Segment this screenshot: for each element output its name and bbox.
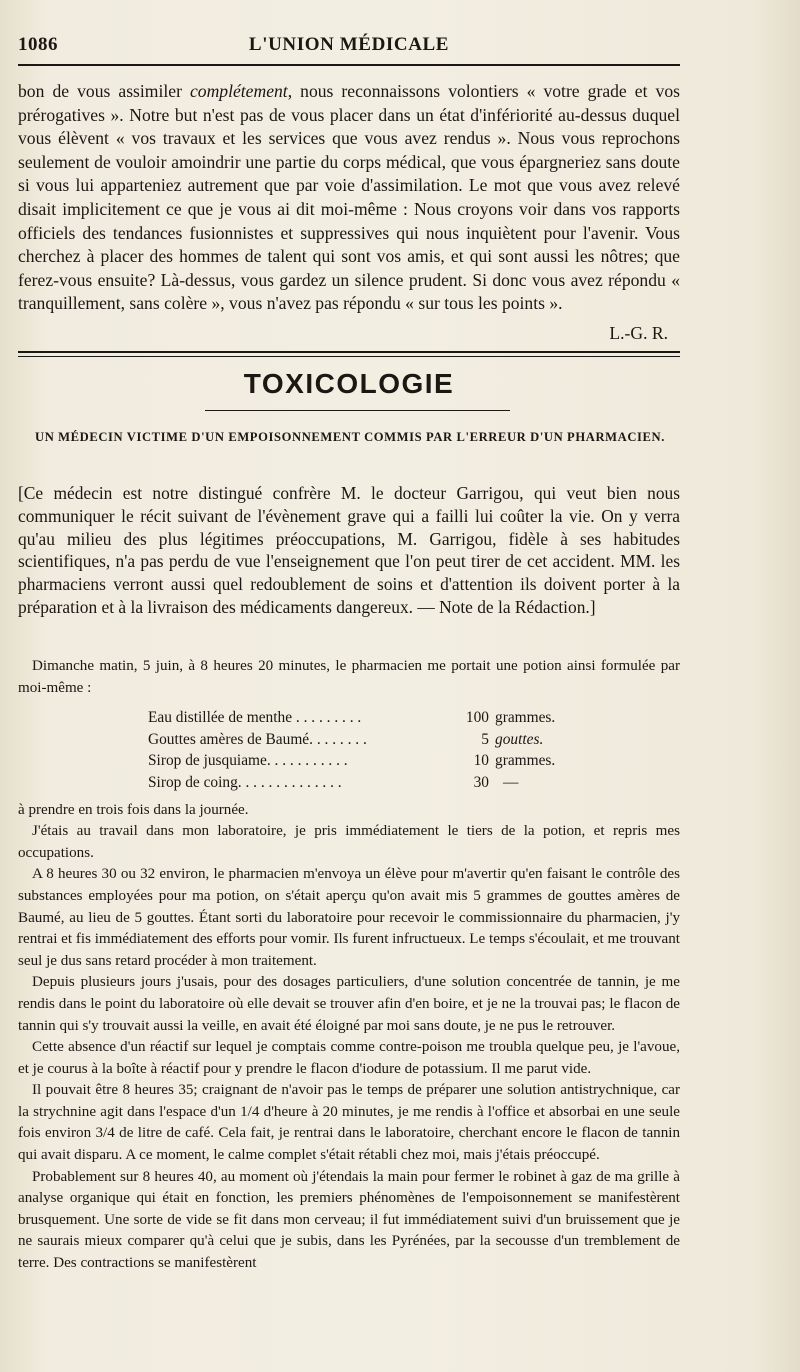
ingredient-unit: gouttes. bbox=[495, 730, 544, 748]
title-underline bbox=[205, 410, 510, 411]
section-rule-top bbox=[18, 351, 680, 353]
ingredient-quantity: 10 bbox=[473, 752, 489, 770]
prescription-row bbox=[148, 772, 680, 794]
ingredient-name: Sirop de coing. . . . . . . . . . . . . . bbox=[148, 773, 342, 791]
section-rule-top-thin bbox=[18, 356, 680, 357]
body-paragraph: A 8 heures 30 ou 32 environ, le pharmacien m'envoya un élève pour m'avertir qu'en faisant le contrôle des substances employées pour ma potion, on s'était aperçu qu'on avait mis 5 grammes de gouttes amères de Baumé, au lieu de 5 gouttes. Étant sorti du laboratoire pour recevoir le commissionnaire du pharmacien, j'y rentrai et fis immédiatement des efforts pour vomir. Ils furent infructueux. Le temps s'écoulait, et me trouvant seul je dus sans retard procéder à mon traitement. bbox=[18, 866, 680, 969]
article-subtitle: UN MÉDECIN VICTIME D'UN EMPOISONNEMENT COMMIS PAR L'ERREUR D'UN PHARMACIEN. bbox=[35, 430, 665, 444]
ingredient-name: Sirop de jusquiame. . . . . . . . . . . bbox=[148, 752, 348, 770]
prescription-row bbox=[148, 729, 680, 751]
ingredient-quantity: 5 bbox=[481, 730, 489, 748]
letter-paragraph bbox=[18, 80, 680, 316]
ingredient-unit: grammes. bbox=[495, 752, 556, 770]
ingredient-quantity: 30 bbox=[473, 773, 489, 791]
ingredient-unit: grammes. bbox=[495, 709, 556, 727]
ingredient-unit: — bbox=[503, 773, 519, 791]
ingredient-name: Gouttes amères de Baumé. . . . . . . . bbox=[148, 730, 367, 748]
body-paragraph: à prendre en trois fois dans la journée. bbox=[18, 801, 249, 818]
body-paragraph: Cette absence d'un réactif sur lequel je comptais comme contre-poison me troubla quelque peu, je l'avoue, et je courus à la boîte à réactif pour y prendre le flacon d'iodure de potassium. Il me parut vide. bbox=[18, 1039, 680, 1077]
editor-note: [Ce médecin est notre distingué confrère M. le docteur Garrigou, qui veut bien nous communiquer le récit suivant de l'évènement grave qui a failli lui coûter la vie. On y verra qu'au milieu des plus légitimes préoccupations, M. Garrigou, fidèle à ses habitudes scientifiques, n'a pas perdu de vue l'enseignement que l'on peut tirer de cet accident. MM. les pharmaciens verront aussi quel redoublement de soins et d'attention ils doivent porter à la préparation et à la livraison des médicaments dangereux. — Note de la Rédaction.] bbox=[18, 483, 680, 617]
header-rule bbox=[18, 64, 680, 66]
body-paragraph: J'étais au travail dans mon laboratoire, je pris immédiatement le tiers de la potion, et repris mes occupations. bbox=[18, 823, 680, 861]
section-title: TOXICOLOGIE bbox=[243, 368, 455, 399]
prescription-row bbox=[148, 750, 680, 772]
letter-text-rest: , nous reconnaissons volontiers « votre grade et vos prérogatives ». Notre but n'est pas de vous placer dans un état d'infériorité au-dessus duquel vous élèvent « vos travaux et les services que vous avez rendus ». Nous vous reprochons seulement de vouloir amoindrir une partie du corps médical, que vous épargneriez sans doute si vous lui apparteniez autrement que par voie d'assimilation. Le mot que vous avez relevé disait implicitement ce que je vous ai dit moi-même : Nous croyons voir dans vos rapports officiels des tendances fusionnistes et suppressives qui nous inquiètent pour l'avenir. Vous cherchez à placer des hommes de talent qui sont vos amis, et qui sont aussi les nôtres; que ferez-vous ensuite? Là-dessus, vous gardez un silence prudent. Si donc vous avez répondu « tranquillement, sans colère », vous n'avez pas répondu « sur tous les points ». bbox=[18, 81, 680, 314]
letter-italic-word: complétement bbox=[189, 81, 288, 101]
ingredient-quantity: 100 bbox=[465, 709, 489, 727]
prescription-row bbox=[148, 707, 680, 729]
ingredient-name: Eau distillée de menthe . . . . . . . . . bbox=[148, 709, 362, 727]
page-header bbox=[18, 34, 680, 60]
intro-paragraph: Dimanche matin, 5 juin, à 8 heures 20 minutes, le pharmacien me portait une potion ainsi formulée par moi-même : bbox=[18, 658, 680, 696]
journal-title: L'UNION MÉDICALE bbox=[248, 34, 450, 55]
body-paragraph: Il pouvait être 8 heures 35; craignant de n'avoir pas le temps de préparer une solution antistrychnique, car la strychnine agit dans l'espace d'un 1/4 d'heure à 20 minutes, je me rendis à l'office et absorbai en une seule fois environ 3/4 de litre de café. Cela fait, je rentrai dans le laboratoire, cherchant encore le flacon de tannin qui avait disparu. A ce moment, le calme complet s'était rétabli chez moi, mais j'étais préoccupé. bbox=[18, 1082, 680, 1164]
page-number: 1086 bbox=[18, 34, 58, 55]
prescription bbox=[148, 707, 680, 793]
article-body bbox=[18, 656, 680, 1275]
body-paragraph: Depuis plusieurs jours j'usais, pour des dosages particuliers, d'une solution concentrée de tannin, je me rendis dans le point du laboratoire où elle devait se trouver afin d'en boire, et je ne la trouvai pas; le flacon de tannin qui s'y trouvait aussi la veille, en avait été éloigné par moi sans doute, je ne pus le retrouver. bbox=[18, 974, 680, 1034]
letter-text-start: bon de vous assimiler bbox=[18, 81, 190, 101]
letter-signature: L.-G. R. bbox=[609, 323, 668, 343]
body-paragraph: Probablement sur 8 heures 40, au moment où j'étendais la main pour fermer le robinet à gaz de ma grille à analyse organique qui était en fonction, les premiers phénomènes de l'empoisonnement se manifestèrent brusquement. Une sorte de vide se fit dans mon cerveau; il fut immédiatement suivi d'un bruissement que je ne saurais mieux comparer qu'à celui que je subis, dans les Pyrénées, par la secousse d'un tremblement de terre. Des contractions se manifestèrent bbox=[18, 1168, 680, 1272]
